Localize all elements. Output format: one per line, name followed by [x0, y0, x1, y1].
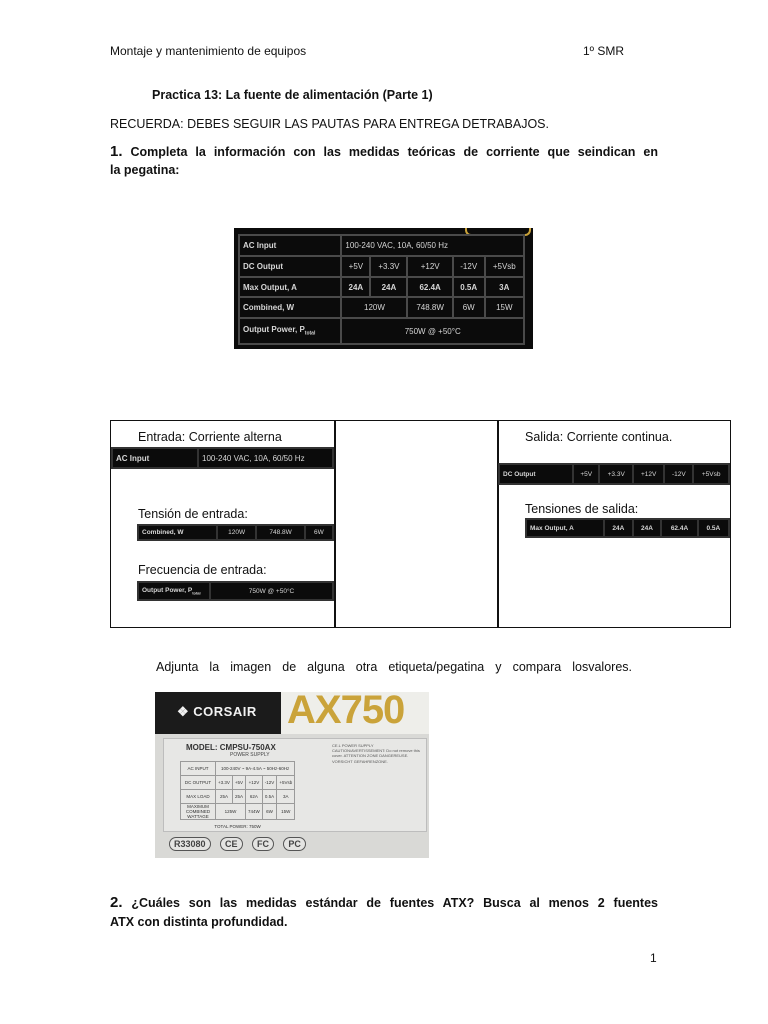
table-divider [497, 421, 499, 627]
model-big-text: AX750 [287, 692, 405, 732]
corsair-cell: MAXIMUM COMBINED WATTAGE [181, 804, 216, 820]
strip-output-power-value: 750W @ +50°C [210, 582, 333, 600]
corsair-cell: -12V [262, 776, 277, 790]
corsair-cell: MAX LOAD [181, 790, 216, 804]
label-max-value: 62.4A [407, 277, 452, 298]
corsair-cell: DC OUTPUT [181, 776, 216, 790]
label-ac-input: AC Input [239, 235, 341, 256]
label-combined-value: 748.8W [407, 297, 452, 318]
label-max-value: 24A [370, 277, 407, 298]
label-dc-value: +3.3V [370, 256, 407, 277]
question-1-line2: la pegatina: [110, 163, 180, 177]
label-dc-value: -12V [453, 256, 485, 277]
question-2 [110, 894, 658, 929]
cert-logo-pc: PC [283, 837, 306, 851]
strip-dc-output: DC Output [499, 464, 573, 484]
label-output-power-sub: total [304, 330, 316, 337]
attach-instruction: Adjunta la imagen de alguna otra etiqueta/pegatina y compara losvalores. [156, 660, 632, 674]
label-max-value: 0.5A [453, 277, 485, 298]
dc-output-strip [498, 463, 730, 485]
header-course: 1º SMR [583, 44, 625, 58]
output-power-strip [137, 581, 334, 601]
label-max-output: Max Output, A [239, 277, 341, 298]
corsair-cell: 6W [262, 804, 277, 820]
label-max-value: 24A [341, 277, 370, 298]
strip-output-power-sub: total [192, 590, 201, 596]
label-max-value: 3A [485, 277, 524, 298]
label-combined-value: 6W [453, 297, 485, 318]
corsair-cell: 100-240V ~ 9A-4.5A ~ 50Hz-60Hz [216, 762, 295, 776]
reminder-text: RECUERDA: DEBES SEGUIR LAS PAUTAS PARA ENTREGA DETRABAJOS. [110, 117, 549, 131]
page-number: 1 [650, 951, 657, 965]
label-combined-value: 120W [341, 297, 407, 318]
strip-max-value: 62.4A [661, 519, 697, 537]
corsair-cell: AC INPUT [181, 762, 216, 776]
label-output-power [239, 318, 341, 344]
cert-logo-fc: FC [252, 837, 274, 851]
question-1 [110, 143, 658, 177]
combined-strip [137, 524, 334, 541]
corsair-psu: POWER SUPPLY [230, 752, 270, 758]
label-ac-value: 100-240 VAC, 10A, 60/50 Hz [341, 235, 524, 256]
label-output-power-text: Output Power, P [243, 325, 305, 335]
strip-ac-value: 100-240 VAC, 10A, 60/50 Hz [198, 448, 333, 468]
corsair-model: MODEL: CMPSU-750AX [186, 743, 276, 752]
corsair-cell: 3A [277, 790, 295, 804]
strip-combined: Combined, W [138, 525, 217, 540]
strip-dc-value: -12V [664, 464, 693, 484]
strip-output-power-text: Output Power, P [142, 586, 193, 594]
label-dc-value: +5Vsb [485, 256, 524, 277]
corsair-label-image [155, 692, 429, 858]
label-combined: Combined, W [239, 297, 341, 318]
table-divider [334, 421, 336, 627]
page-title: Practica 13: La fuente de alimentación (Parte 1) [152, 88, 433, 102]
corsair-cell: 25A [216, 790, 233, 804]
strip-ac-input: AC Input [112, 448, 198, 468]
strip-combined-value: 748.8W [256, 525, 304, 540]
psu-label-image [234, 228, 533, 349]
corsair-logo: ❖ CORSAIR [177, 704, 257, 719]
header-subject: Montaje y mantenimiento de equipos [110, 44, 307, 58]
question-1-line1: Completa la información con las medidas teóricas de corriente que seindican en [130, 145, 658, 159]
left-column-title: Entrada: Corriente alterna [138, 430, 282, 444]
strip-combined-value: 6W [305, 525, 333, 540]
max-output-strip [525, 518, 730, 538]
cert-logo-r33080: R33080 [169, 837, 211, 851]
output-voltages-label: Tensiones de salida: [525, 502, 639, 516]
strip-max-value: 24A [604, 519, 633, 537]
label-combined-value: 15W [485, 297, 524, 318]
strip-dc-value: +5Vsb [693, 464, 729, 484]
strip-dc-value: +5V [573, 464, 599, 484]
corsair-cell: +12V [246, 776, 263, 790]
corsair-cell: 62A [246, 790, 263, 804]
corsair-spec-sheet [163, 738, 427, 832]
strip-max-output: Max Output, A [526, 519, 604, 537]
input-voltage-label: Tensión de entrada: [138, 507, 248, 521]
label-dc-value: +12V [407, 256, 452, 277]
label-dc-output: DC Output [239, 256, 341, 277]
label-output-power-value: 750W @ +50°C [341, 318, 524, 344]
input-frequency-label: Frecuencia de entrada: [138, 563, 267, 577]
corsair-cell: +5V [232, 776, 245, 790]
question-2-line2: ATX con distinta profundidad. [110, 915, 288, 929]
question-1-number: 1. [110, 143, 123, 160]
corsair-total: TOTAL POWER: 750W [214, 824, 261, 829]
strip-output-power [138, 582, 210, 600]
cert-logo-ce: CE [220, 837, 243, 851]
model-badge [281, 692, 429, 734]
question-2-line1: ¿Cuáles son las medidas estándar de fuentes ATX? Busca al menos 2 fuentes [131, 896, 658, 910]
label-dc-value: +5V [341, 256, 370, 277]
corsair-warning: CE.L POWER SUPPLY CAUTION/AVERTISSEMENT: Do not remove this cover. ATTENTION ZONE DANGEREUSE. VORSICHT GEFAHRENZONE. [332, 743, 420, 764]
corsair-cell: 15W [277, 804, 295, 820]
answer-table [110, 420, 731, 628]
corsair-cell: +5Vsb [277, 776, 295, 790]
corsair-brand: CORSAIR [193, 704, 257, 719]
corsair-cell: 0.5A [262, 790, 277, 804]
corsair-cell: +3.3V [216, 776, 233, 790]
right-column-title: Salida: Corriente continua. [525, 430, 673, 444]
ac-input-strip [111, 447, 334, 469]
strip-max-value: 24A [633, 519, 662, 537]
strip-combined-value: 120W [217, 525, 257, 540]
corsair-cell: 744W [246, 804, 263, 820]
corsair-cell: 25A [232, 790, 245, 804]
corsair-spec-table [180, 761, 295, 833]
question-2-number: 2. [110, 894, 123, 911]
strip-dc-value: +3.3V [599, 464, 633, 484]
strip-dc-value: +12V [633, 464, 664, 484]
strip-max-value: 0.5A [698, 519, 729, 537]
corsair-cell: 125W [216, 804, 246, 820]
certification-logos [169, 834, 311, 852]
